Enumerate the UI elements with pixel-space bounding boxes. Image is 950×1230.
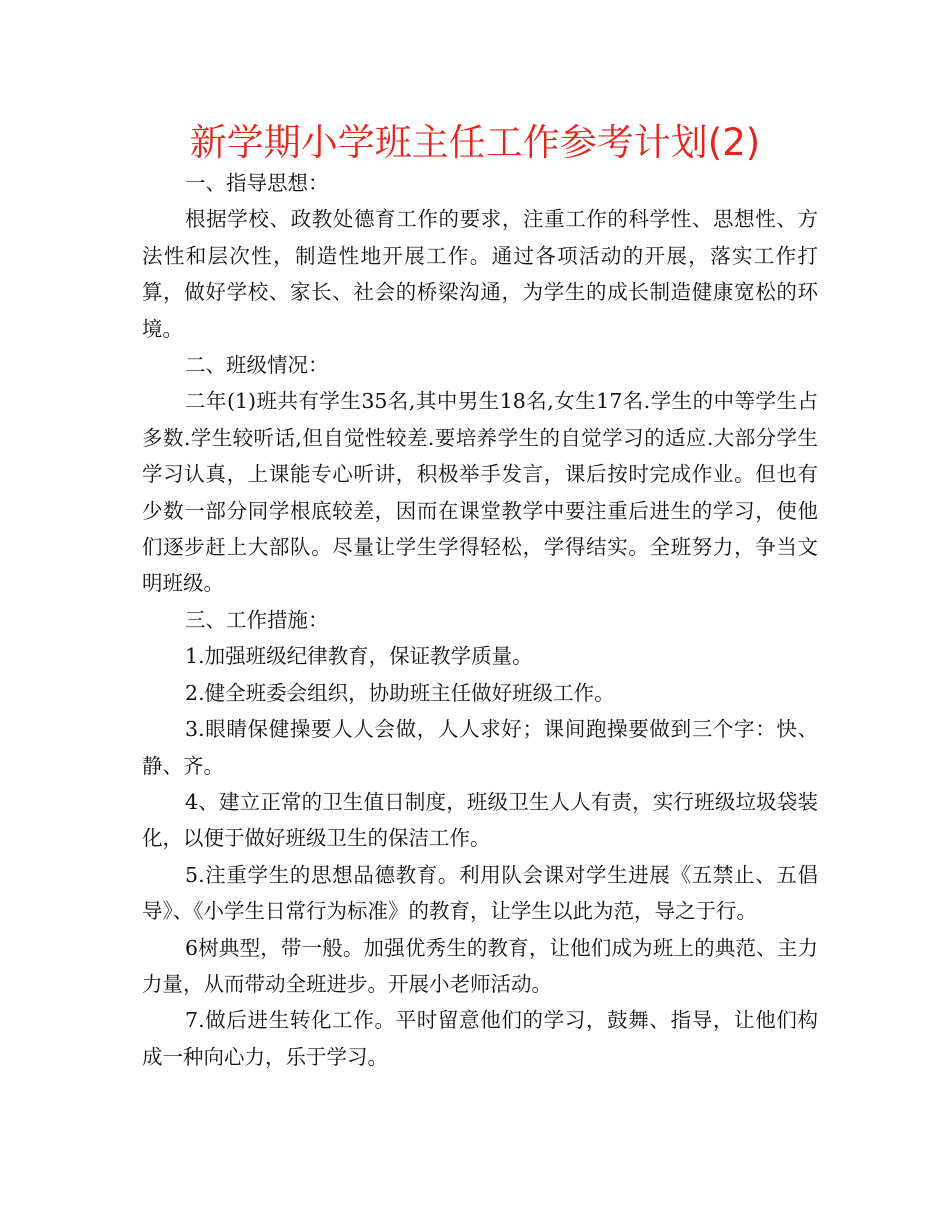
measure-item-4: 4、建立正常的卫生值日制度，班级卫生人人有责，实行班级垃圾袋装化，以便于做好班级卫生的保洁工作。 [142, 789, 818, 851]
measure-item-2: 2.健全班委会组织，协助班主任做好班级工作。 [185, 680, 615, 705]
paragraph-guiding-thought: 根据学校、政教处德育工作的要求，注重工作的科学性、思想性、方法性和层次性，制造性地开展工作。通过各项活动的开展，落实工作打算，做好学校、家长、社会的桥梁沟通，为学生的成长制造健康宽松的环境。 [142, 207, 818, 341]
measure-item-5: 5.注重学生的思想品德教育。利用队会课对学生进展《五禁止、五倡导》、《小学生日常行为标准》的教育，让学生以此为范，导之于行。 [142, 862, 818, 924]
measure-item-3: 3.眼睛保健操要人人会做，人人求好；课间跑操要做到三个字：快、静、齐。 [142, 717, 818, 778]
section-heading-guiding-thought: 一、指导思想： [185, 171, 329, 195]
section-heading-class-situation: 二、班级情况： [185, 353, 329, 378]
measure-item-6: 6树典型，带一般。加强优秀生的教育，让他们成为班上的典范、主力力量，从而带动全班进步。开展小老师活动。 [142, 935, 818, 996]
measure-item-1: 1.加强班级纪律教育，保证教学质量。 [185, 644, 533, 669]
document-body [142, 165, 818, 1075]
document-title: 新学期小学班主任工作参考计划(2) [189, 121, 761, 164]
section-heading-work-measures: 三、工作措施： [185, 607, 329, 632]
paragraph-class-situation: 二年(1)班共有学生35名,其中男生18名,女生17名.学生的中等学生占多数.学生较听话,但自觉性较差.要培养学生的自觉学习的适应.大部分学生学习认真，上课能专心听讲，积极举手发言，课后按时完成作业。但也有少数一部分同学根底较差，因而在课堂教学中要注重后进生的学习，使他们逐步赶上大部队。尽量让学生学得轻松，学得结实。全班努力，争当文明班级。 [142, 389, 818, 596]
measure-item-7: 7.做后进生转化工作。平时留意他们的学习，鼓舞、指导，让他们构成一种向心力，乐于学习。 [142, 1008, 818, 1069]
